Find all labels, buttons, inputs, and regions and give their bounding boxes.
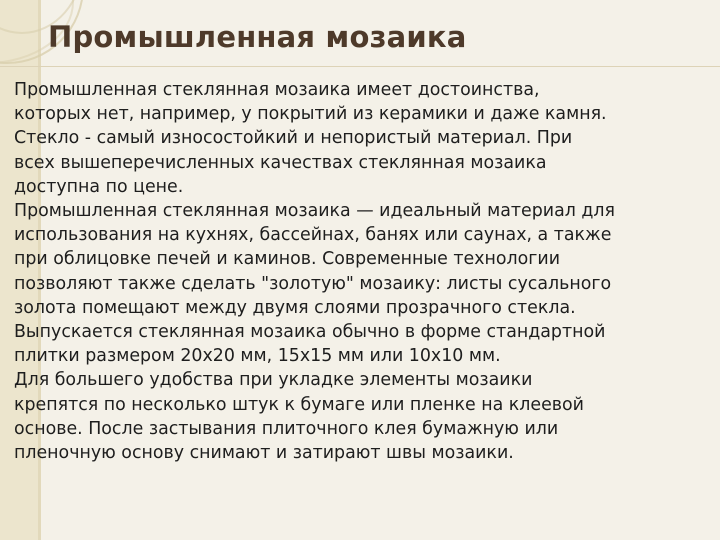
title-divider (0, 66, 720, 67)
paragraph-installation: Для большего удобства при укладке элементы мозаики крепятся по несколько штук к бумаге или пленке на клеевой основе. После застывания плиточного клея бумажную или пленочную основу снимают и затирают швы мозаики. (14, 370, 584, 464)
paragraph-advantages: Промышленная стеклянная мозаика имеет достоинства, которых нет, например, у покрытий из керамики и даже камня. Стекло - самый износостойкий и непористый материал. При всех вышеперечисленных качествах стеклянная мозаика доступна по цене. (14, 80, 607, 197)
paragraph-applications: Промышленная стеклянная мозаика — идеальный материал для использования на кухнях, бассейнах, банях или саунах, а также при облицовке печей и каминов. Современные технологии позволяют также сделать "золотую" мозаику: листы сусального золота помещают между двумя слоями прозрачного стекла. Выпускается стеклянная мозаика обычно в форме стандартной плитки размером 20x20 мм, 15x15 мм или 10x10 мм. (14, 201, 615, 367)
slide-body (14, 78, 714, 465)
slide-title: Промышленная мозаика (48, 20, 467, 54)
